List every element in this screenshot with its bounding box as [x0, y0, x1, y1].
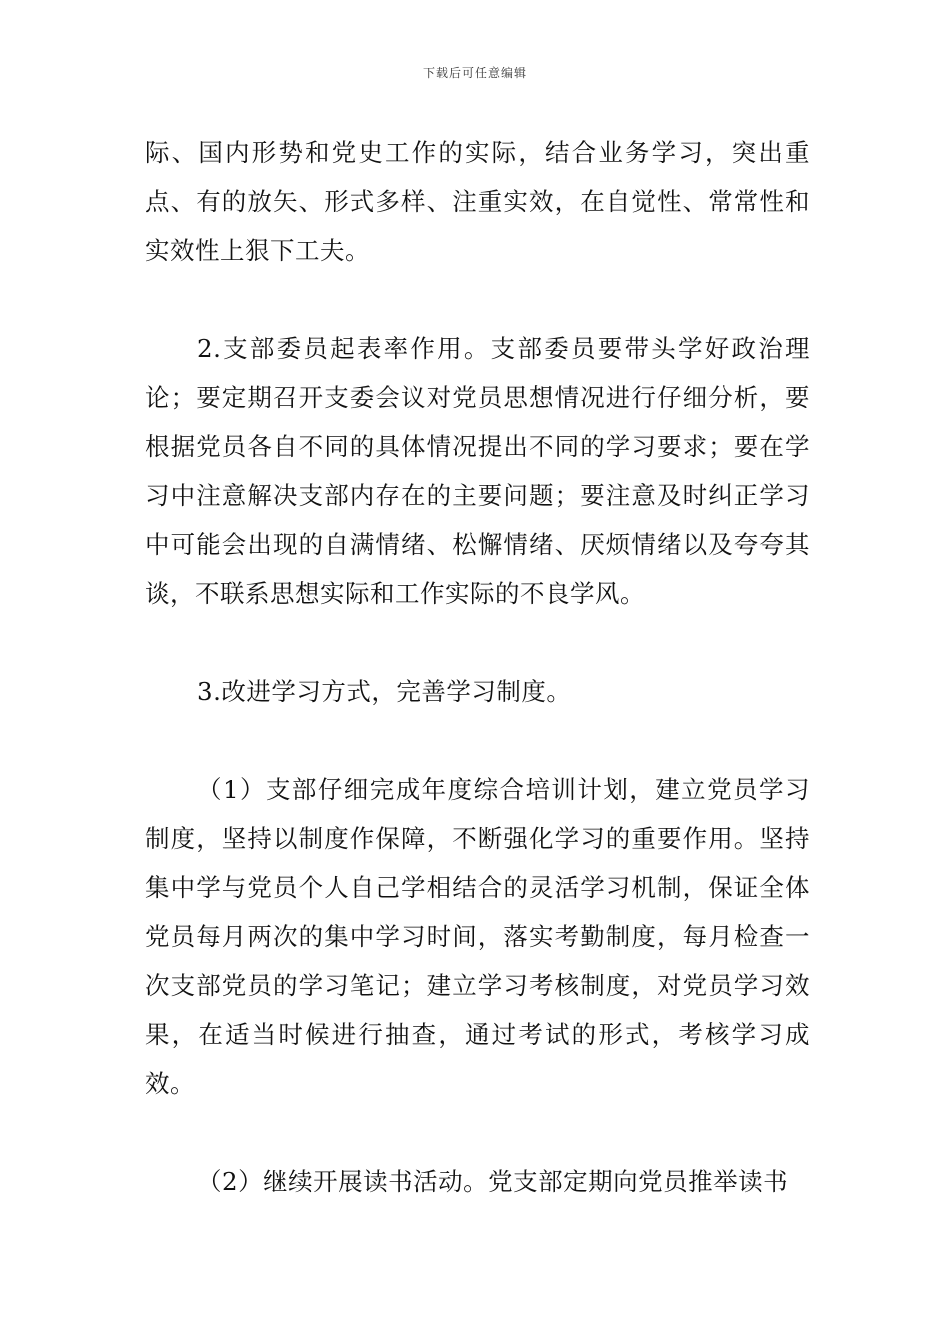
paragraph-gap: [145, 275, 810, 324]
paragraph-gap: [145, 618, 810, 667]
paragraph-subitem-2: （2）继续开展读书活动。党支部定期向党员推举读书: [197, 1167, 789, 1196]
document-body: [145, 128, 810, 1206]
paragraph-gap: [145, 1108, 810, 1157]
paragraph-subitem-1: （1）支部仔细完成年度综合培训计划，建立党员学习制度，坚持以制度作保障，不断强化学习的重要作用。坚持集中学与党员个人自己学相结合的灵活学习机制，保证全体党员每月两次的集中学习时间，落实考勤制度，每月检查一次支部党员的学习笔记；建立学习考核制度，对党员学习效果，在适当时候进行抽查，通过考试的形式，考核学习成效。: [145, 775, 810, 1098]
paragraph-item-2: 2.支部委员起表率作用。支部委员要带头学好政治理论；要定期召开支委会议对党员思想情况进行仔细分析，要根据党员各自不同的具体情况提出不同的学习要求；要在学习中注意解决支部内存在的主要问题；要注意及时纠正学习中可能会出现的自满情绪、松懈情绪、厌烦情绪以及夸夸其谈，不联系思想实际和工作实际的不良学风。: [145, 334, 810, 608]
paragraph-continued: 际、国内形势和党史工作的实际，结合业务学习，突出重点、有的放矢、形式多样、注重实效，在自觉性、常常性和实效性上狠下工夫。: [145, 138, 810, 265]
paragraph-gap: [145, 716, 810, 765]
paragraph-item-3: 3.改进学习方式，完善学习制度。: [197, 677, 572, 706]
page-header: 下载后可任意编辑: [422, 66, 527, 80]
